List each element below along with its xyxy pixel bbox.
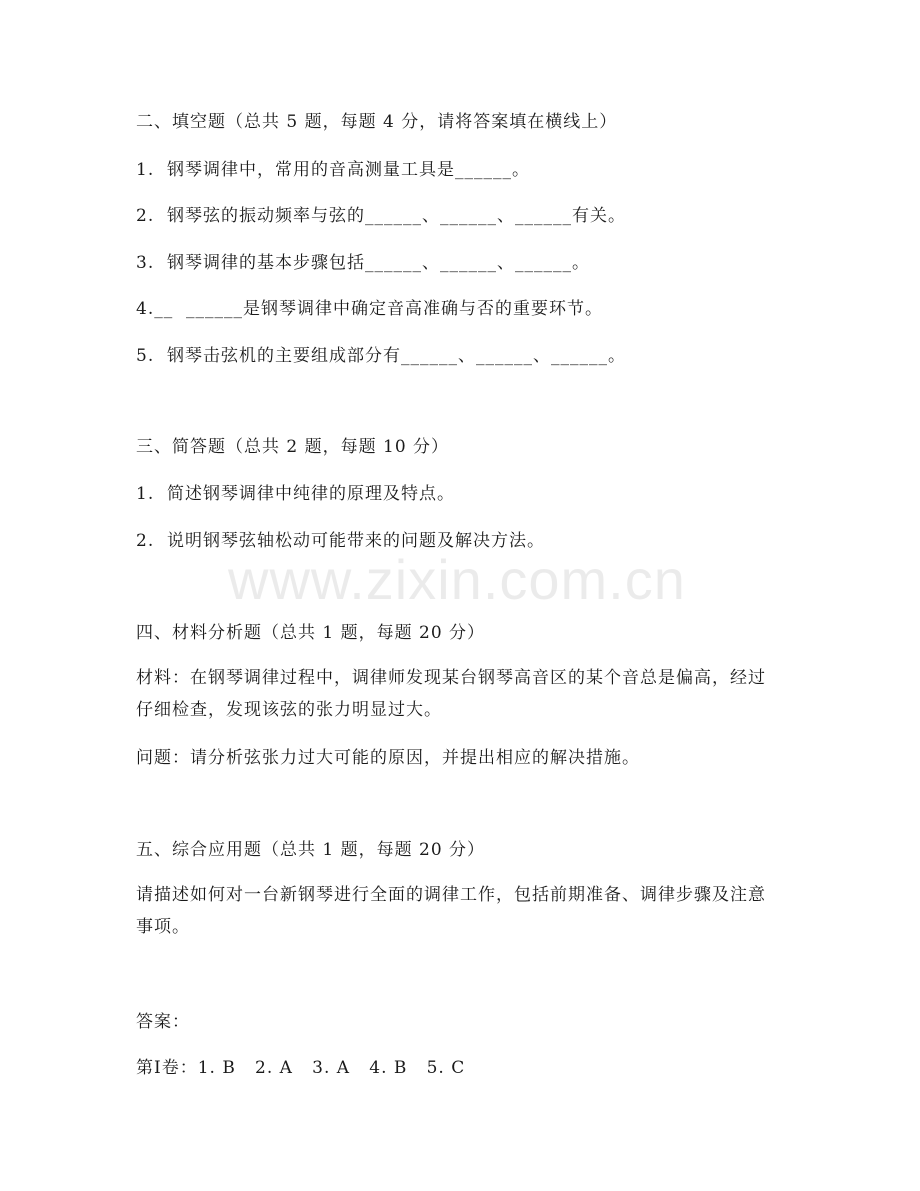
answers-part-1: 第Ⅰ卷：1. B 2. A 3. A 4. B 5. C xyxy=(136,1058,466,1078)
short-answer-question-1: 1. 简述钢琴调律中纯律的原理及特点。 xyxy=(136,484,456,504)
short-answer-question-2: 2. 说明钢琴弦轴松动可能带来的问题及解决方法。 xyxy=(136,531,546,551)
material-text: 材料：在钢琴调律过程中，调律师发现某台钢琴高音区的某个音总是偏高，经过仔细检查，发现该弦的张力明显过大。 xyxy=(136,668,766,720)
fill-blank-question-2: 2. 钢琴弦的振动频率与弦的______、______、______有关。 xyxy=(136,206,627,226)
section-5-heading: 五、综合应用题（总共 1 题，每题 20 分） xyxy=(136,840,486,860)
answers-heading: 答案： xyxy=(136,1012,190,1032)
section-2-heading: 二、填空题（总共 5 题，每题 4 分，请将答案填在横线上） xyxy=(136,112,618,132)
fill-blank-question-5: 5. 钢琴击弦机的主要组成部分有______、______、______。 xyxy=(136,346,627,366)
analysis-question: 问题：请分析弦张力过大可能的原因，并提出相应的解决措施。 xyxy=(136,748,640,768)
watermark: www.zixin.com.cn xyxy=(228,548,686,611)
comprehensive-question: 请描述如何对一台新钢琴进行全面的调律工作，包括前期准备、调律步骤及注意事项。 xyxy=(136,885,766,937)
fill-blank-question-3: 3. 钢琴调律的基本步骤包括______、______、______。 xyxy=(136,253,591,273)
fill-blank-question-4: 4.__ ______是钢琴调律中确定音高准确与否的重要环节。 xyxy=(136,299,604,319)
section-4-heading: 四、材料分析题（总共 1 题，每题 20 分） xyxy=(136,623,486,643)
fill-blank-question-1: 1. 钢琴调律中，常用的音高测量工具是______。 xyxy=(136,160,531,180)
section-3-heading: 三、简答题（总共 2 题，每题 10 分） xyxy=(136,437,450,457)
